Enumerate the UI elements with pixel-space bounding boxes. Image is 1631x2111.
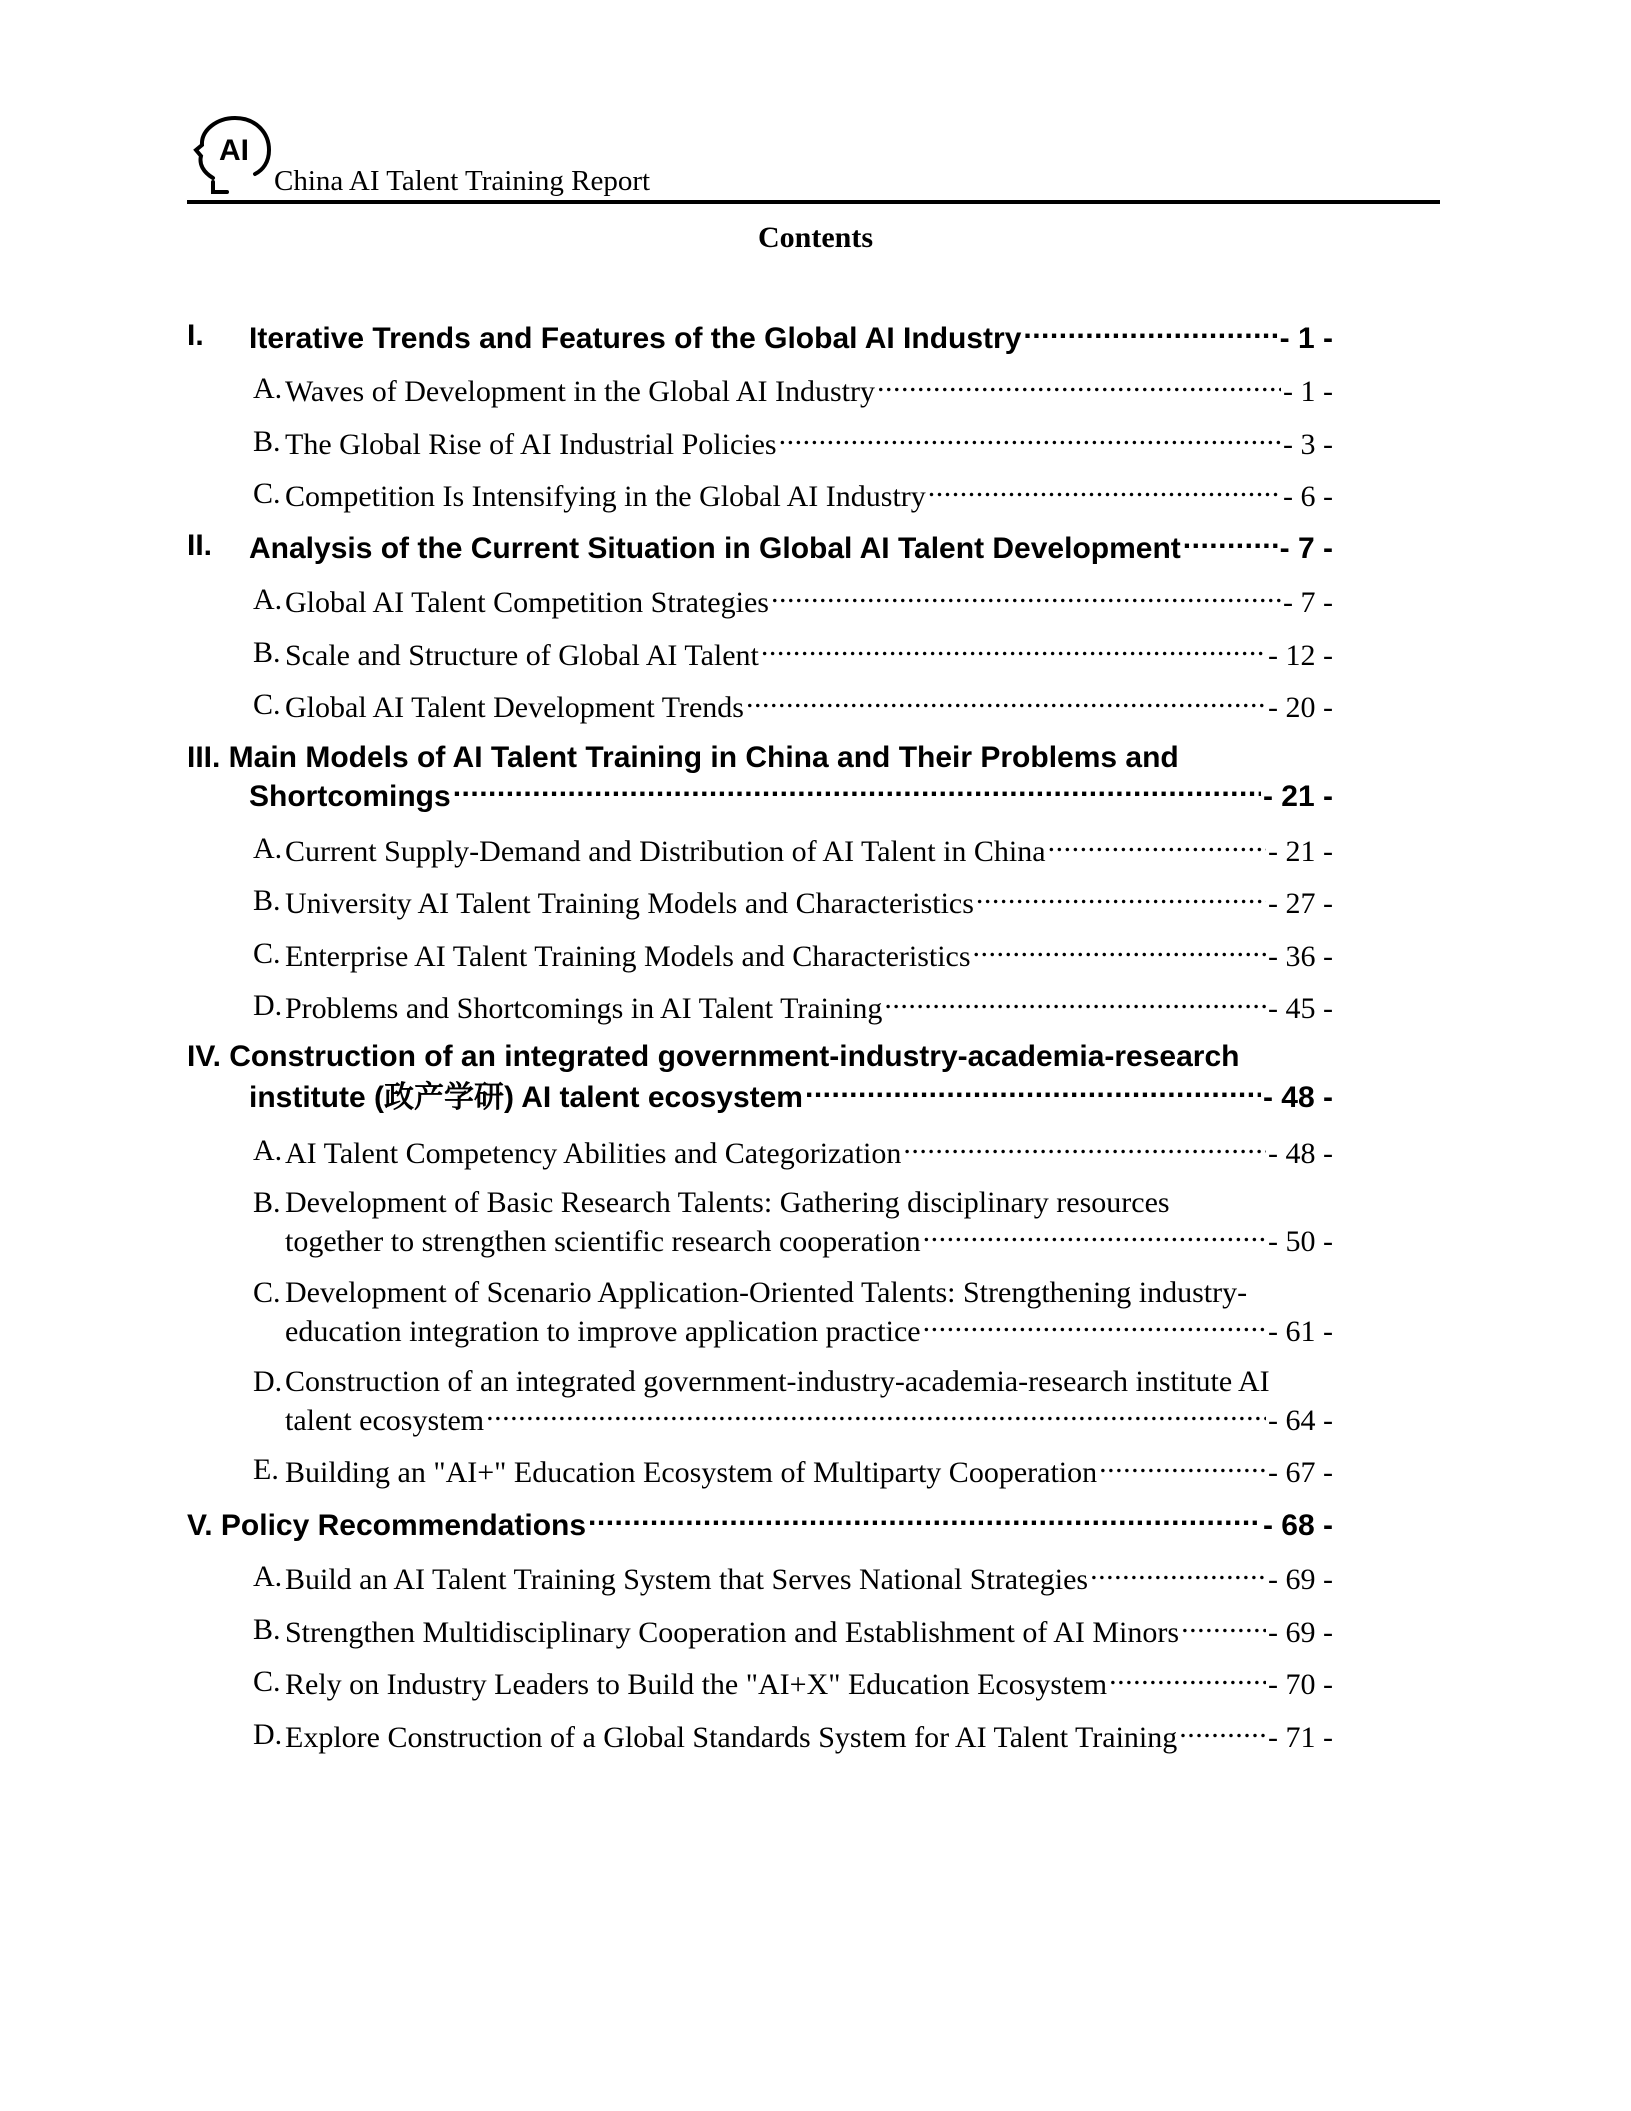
toc-subsection-letter: C. (253, 1276, 281, 1309)
toc-page-number: - 50 - (1268, 1225, 1333, 1258)
toc-page-number: - 1 - (1279, 322, 1333, 355)
toc-page-number: - 36 - (1268, 940, 1333, 973)
toc-page-number: - 68 - (1262, 1509, 1333, 1542)
dot-leader (884, 988, 1266, 1018)
toc-entry-title-line2: education integration to improve application practice (285, 1315, 921, 1348)
toc-entry-4a[interactable] (285, 1133, 1333, 1172)
toc-entry-title: Global AI Talent Development Trends (285, 691, 744, 724)
toc-entry-1a[interactable] (285, 371, 1333, 410)
toc-entry-title: V. Policy Recommendations (187, 1509, 587, 1542)
toc-entry-title-line2-row (285, 1400, 1333, 1439)
dot-leader (877, 371, 1281, 401)
toc-subsection-letter: D. (253, 1718, 283, 1751)
dot-leader (1181, 1612, 1266, 1642)
toc-entry-title-line2-row (285, 1311, 1333, 1350)
toc-section-number: II. (187, 529, 213, 562)
toc-subsection-letter: C. (253, 1665, 281, 1698)
dot-leader (1048, 831, 1266, 861)
toc-entry-title: Explore Construction of a Global Standards System for AI Talent Training (285, 1721, 1178, 1754)
toc-section-number: I. (187, 319, 204, 352)
toc-page-number: - 61 - (1268, 1315, 1333, 1348)
toc-page-number: - 70 - (1268, 1668, 1333, 1701)
toc-page-number: - 3 - (1283, 428, 1333, 461)
dot-leader (1109, 1664, 1266, 1694)
toc-entry-title: Rely on Industry Leaders to Build the "AI+X" Education Ecosystem (285, 1668, 1108, 1701)
dot-leader (903, 1133, 1266, 1163)
toc-entry-title: Building an "AI+" Education Ecosystem of Multiparty Cooperation (285, 1456, 1098, 1489)
dot-leader (453, 776, 1261, 806)
toc-entry-title: Analysis of the Current Situation in Global AI Talent Development (249, 532, 1181, 565)
toc-entry-1c[interactable] (285, 476, 1333, 515)
toc-subsection-letter: B. (253, 636, 281, 669)
toc-subsection-letter: C. (253, 688, 281, 721)
toc-entry-5a[interactable] (285, 1559, 1333, 1598)
dot-leader (1090, 1559, 1266, 1589)
toc-entry-2a[interactable] (285, 582, 1333, 621)
dot-leader (761, 635, 1266, 665)
toc-subsection-letter: C. (253, 937, 281, 970)
toc-subsection-letter: B. (253, 1613, 281, 1646)
toc-subsection-letter: B. (253, 884, 281, 917)
svg-text:AI: AI (219, 134, 249, 167)
dot-leader (746, 687, 1266, 717)
toc-subsection-letter: E. (253, 1453, 279, 1486)
toc-subsection-letter: D. (253, 1365, 283, 1398)
toc-entry-3d[interactable] (285, 988, 1333, 1027)
dot-leader (1023, 318, 1277, 348)
toc-entry-title-line2: Shortcomings (249, 780, 451, 813)
toc-subsection-letter: A. (253, 1134, 283, 1167)
toc-entry-title: Enterprise AI Talent Training Models and Characteristics (285, 940, 971, 973)
dot-leader (973, 936, 1266, 966)
dot-leader (923, 1221, 1266, 1251)
toc-entry-4e[interactable] (285, 1452, 1333, 1491)
toc-entry-2b[interactable] (285, 635, 1333, 674)
dot-leader (779, 424, 1281, 454)
toc-entry-title-line2-row (249, 1077, 1333, 1116)
toc-entry-title-line1: III. Main Models of AI Talent Training in China and Their Problems and (187, 741, 1179, 774)
toc-entry-title-line1: IV. Construction of an integrated government-industry-academia-research (187, 1040, 1240, 1073)
toc-entry-title-line1: Development of Basic Research Talents: Gathering disciplinary resources (285, 1186, 1170, 1219)
toc-page-number: - 67 - (1268, 1456, 1333, 1489)
toc-entry-title-line2-row (285, 1221, 1333, 1260)
dot-leader (805, 1077, 1261, 1107)
dot-leader (1099, 1452, 1266, 1482)
toc-entry-title: Strengthen Multidisciplinary Cooperation and Establishment of AI Minors (285, 1616, 1180, 1649)
toc-entry-title: Iterative Trends and Features of the Global AI Industry (249, 322, 1022, 355)
dot-leader (976, 883, 1266, 913)
toc-entry-3a[interactable] (285, 831, 1333, 870)
toc-entry-title: Competition Is Intensifying in the Global AI Industry (285, 480, 926, 513)
toc-entry-title: University AI Talent Training Models and Characteristics (285, 887, 974, 920)
toc-entry-title-line1: Development of Scenario Application-Oriented Talents: Strengthening industry- (285, 1276, 1248, 1309)
toc-page-number: - 7 - (1283, 586, 1333, 619)
toc-entry-title: AI Talent Competency Abilities and Categorization (285, 1137, 902, 1170)
toc-entry-title: Global AI Talent Competition Strategies (285, 586, 769, 619)
toc-page-number: - 69 - (1268, 1563, 1333, 1596)
dot-leader (1183, 528, 1278, 558)
toc-entry-5b[interactable] (285, 1612, 1333, 1651)
toc-page-number: - 7 - (1279, 532, 1333, 565)
toc-page-number: - 64 - (1268, 1404, 1333, 1437)
toc-entry-2c[interactable] (285, 687, 1333, 726)
toc-subsection-letter: B. (253, 1186, 281, 1219)
toc-page-number: - 6 - (1283, 480, 1333, 513)
toc-entry-title: Problems and Shortcomings in AI Talent Training (285, 992, 883, 1025)
toc-subsection-letter: A. (253, 583, 283, 616)
toc-entry-title-line2-row (249, 776, 1333, 815)
toc-entry-title-line1: Construction of an integrated government-industry-academia-research institute AI (285, 1365, 1270, 1398)
toc-entry-title-line2: institute (政产学研) AI talent ecosystem (249, 1081, 803, 1114)
toc-page-number: - 21 - (1262, 780, 1333, 813)
toc-subsection-letter: C. (253, 477, 281, 510)
toc-subsection-letter: B. (253, 425, 281, 458)
toc-page-number: - 21 - (1268, 835, 1333, 868)
toc-entry-title: Scale and Structure of Global AI Talent (285, 639, 759, 672)
toc-entry-5d[interactable] (285, 1717, 1333, 1756)
toc-entry-title: Waves of Development in the Global AI Industry (285, 375, 875, 408)
toc-entry-title: Build an AI Talent Training System that Serves National Strategies (285, 1563, 1089, 1596)
toc-entry-5c[interactable] (285, 1664, 1333, 1703)
toc-page-number: - 20 - (1268, 691, 1333, 724)
toc-entry-title: The Global Rise of AI Industrial Policies (285, 428, 777, 461)
toc-entry-section-1[interactable] (249, 318, 1333, 357)
toc-page-number: - 1 - (1283, 375, 1333, 408)
dot-leader (771, 582, 1281, 612)
toc-entry-1b[interactable] (285, 424, 1333, 463)
toc-entry-title-line2: together to strengthen scientific research cooperation (285, 1225, 921, 1258)
toc-page-number: - 45 - (1268, 992, 1333, 1025)
report-title: China AI Talent Training Report (274, 165, 651, 197)
toc-subsection-letter: D. (253, 989, 283, 1022)
contents-heading: Contents (757, 221, 873, 254)
toc-entry-3b[interactable] (285, 883, 1333, 922)
toc-subsection-letter: A. (253, 832, 283, 865)
toc-subsection-letter: A. (253, 372, 283, 405)
toc-entry-title: Current Supply-Demand and Distribution of AI Talent in China (285, 835, 1046, 868)
toc-entry-3c[interactable] (285, 936, 1333, 975)
toc-entry-section-5[interactable] (187, 1505, 1333, 1544)
dot-leader (928, 476, 1281, 506)
toc-page-number: - 69 - (1268, 1616, 1333, 1649)
dot-leader (486, 1400, 1266, 1430)
toc-subsection-letter: A. (253, 1560, 283, 1593)
toc-page-number: - 48 - (1268, 1137, 1333, 1170)
toc-page-number: - 12 - (1268, 639, 1333, 672)
toc-entry-section-2[interactable] (249, 528, 1333, 567)
toc-page-number: - 48 - (1262, 1081, 1333, 1114)
dot-leader (1179, 1717, 1266, 1747)
toc-page-number: - 71 - (1268, 1721, 1333, 1754)
toc-entry-title-line2: talent ecosystem (285, 1404, 485, 1437)
dot-leader (923, 1311, 1266, 1341)
dot-leader (588, 1505, 1261, 1535)
toc-page-number: - 27 - (1268, 887, 1333, 920)
